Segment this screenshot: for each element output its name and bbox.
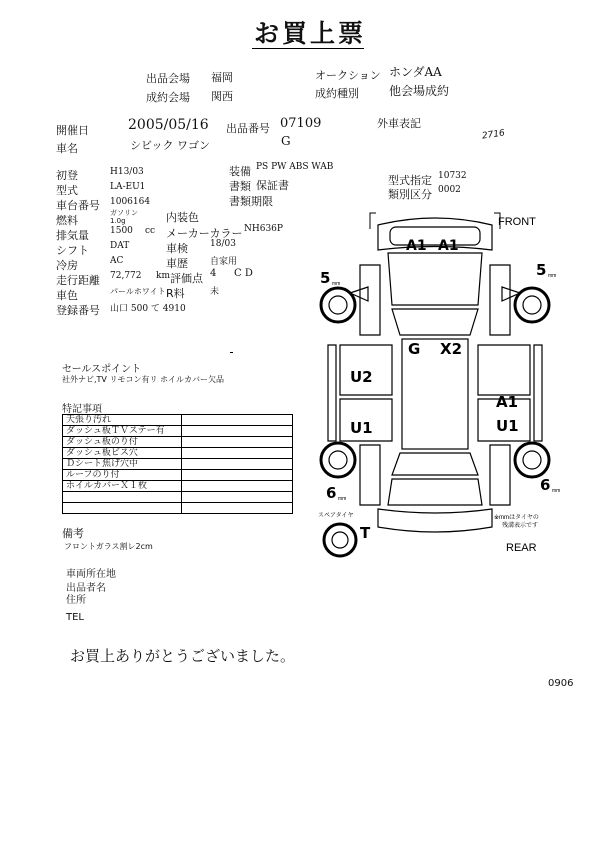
interior-color-label: 内装色 xyxy=(166,211,199,224)
wheel-front-left xyxy=(321,288,355,322)
field-label: シフト xyxy=(56,244,89,257)
right-front-door xyxy=(478,345,530,395)
notes-cell-extra xyxy=(182,459,293,470)
title-underline xyxy=(252,48,364,49)
notes-row xyxy=(63,448,293,459)
rear-glass-shape xyxy=(392,453,478,475)
notes-cell-extra xyxy=(182,492,293,503)
windshield-shape xyxy=(392,309,478,335)
notes-label: 特記事項 xyxy=(62,404,102,415)
wheel-front-right-hub xyxy=(523,296,541,314)
history-label: 車歴 xyxy=(166,257,188,270)
left-front-fender xyxy=(360,265,380,335)
grade-cd-value: C D xyxy=(234,268,253,279)
exhibitor-label: 出品者名 xyxy=(66,583,106,594)
field-value: AC xyxy=(110,256,124,266)
notes-row xyxy=(63,426,293,437)
remarks-label: 備考 xyxy=(62,527,84,540)
rear-label: REAR xyxy=(506,542,537,554)
sales-point-text: 社外ナビ,TV リモコン有リ ホイルカバー欠品 xyxy=(62,375,224,384)
mark-rear-t: T xyxy=(360,524,371,542)
wheel-rear-right-hub xyxy=(523,451,541,469)
class-label: 類別区分 xyxy=(388,188,432,201)
lot-value: 07109 xyxy=(280,116,322,131)
notes-cell-item: 天張り汚れ xyxy=(63,415,182,426)
mark-right-a1: A1 xyxy=(496,393,519,411)
notes-cell-item xyxy=(63,492,182,503)
date-label: 開催日 xyxy=(56,124,89,137)
docs-value: 保証書 xyxy=(256,179,289,192)
field-unit: km xyxy=(156,271,170,281)
right-front-fender xyxy=(490,265,510,335)
auction-label: オークション xyxy=(315,69,381,82)
docs-expiry-label: 書類期限 xyxy=(229,195,273,208)
sales-point-dash xyxy=(230,352,233,353)
docs-label: 書類 xyxy=(229,180,251,193)
r-value: 未 xyxy=(210,287,220,297)
notes-cell-item: ダッシュ板ビス穴 xyxy=(63,448,182,459)
notes-cell-item: Ｄシート焦げ穴中 xyxy=(63,459,182,470)
spare-wheel xyxy=(324,524,356,556)
field-value: DAT xyxy=(110,241,130,251)
field-value: ガソリン xyxy=(110,209,138,217)
venue-label: 出品会場 xyxy=(146,72,190,85)
field-value: 山口 500 て 4910 xyxy=(110,304,186,314)
auction-value: ホンダAA xyxy=(389,65,442,79)
field-label: 車色 xyxy=(56,289,78,302)
wheel-front-left-hub xyxy=(329,296,347,314)
tread-note-line2: 残溝表示です xyxy=(502,523,539,529)
tel-label: TEL xyxy=(66,612,84,623)
right-rear-fender xyxy=(490,445,510,505)
tread-front-left: 5 xyxy=(320,269,331,287)
field-value: 72,772 xyxy=(110,271,142,281)
mark-roof-g: G xyxy=(408,340,421,358)
equip-label: 装備 xyxy=(229,165,251,178)
fuel-handnote: 1.0g xyxy=(110,217,126,225)
date-value: 2005/05/16 xyxy=(128,117,209,133)
mark-right-u1: U1 xyxy=(496,417,519,435)
tread-unit-rl: mm xyxy=(338,496,347,502)
field-label: 走行距離 xyxy=(56,274,100,287)
location-label: 車両所在地 xyxy=(66,569,116,580)
notes-cell-item: ダッシュ板のり付 xyxy=(63,437,182,448)
history-value: 自家用 xyxy=(210,257,238,267)
left-sill xyxy=(328,345,336,441)
rear-bumper-shape xyxy=(378,509,492,532)
contract-type-label: 成約種別 xyxy=(315,87,359,100)
field-value: H13/03 xyxy=(110,167,144,177)
contract-type-value: 他会場成約 xyxy=(389,84,450,98)
field-value: 1006164 xyxy=(110,197,151,207)
page-code: 0906 xyxy=(548,678,574,689)
front-grille-shape xyxy=(390,227,480,245)
venue-value: 福岡 xyxy=(211,71,233,84)
address-label: 住所 xyxy=(66,595,86,606)
field-value: パールホワイト xyxy=(110,287,166,296)
lot-label: 出品番号 xyxy=(226,122,270,135)
exterior-label: 外車表記 xyxy=(377,117,421,130)
car-name-value: シビック ワゴン xyxy=(130,139,211,152)
equip-value: PS PW ABS WAB xyxy=(256,162,334,172)
wheel-rear-right xyxy=(515,443,549,477)
notes-cell-extra xyxy=(182,448,293,459)
grade-value: G xyxy=(281,134,291,148)
field-label: 排気量 xyxy=(56,229,89,242)
wheel-rear-left xyxy=(321,443,355,477)
notes-cell-item xyxy=(63,503,182,514)
mark-front-a1-right: A1 xyxy=(438,238,459,254)
notes-cell-item: ダッシュ板ＴＶステー有 xyxy=(63,426,182,437)
car-name-label: 車名 xyxy=(56,142,78,155)
car-condition-diagram xyxy=(310,205,560,565)
front-bracket-left xyxy=(370,213,376,229)
notes-cell-item: ホイルカバーＸ１枚 xyxy=(63,481,182,492)
contract-venue-label: 成約会場 xyxy=(146,91,190,104)
tread-unit-fl: mm xyxy=(332,281,341,287)
tread-note-line1: ※mmはタイヤの xyxy=(494,515,539,521)
tread-front-right: 5 xyxy=(536,261,547,279)
notes-row xyxy=(63,492,293,503)
field-label: 型式 xyxy=(56,184,78,197)
spare-wheel-hub xyxy=(332,532,348,548)
notes-cell-extra xyxy=(182,503,293,514)
handwritten-number: 2716 xyxy=(481,128,506,142)
field-unit: cc xyxy=(145,226,156,236)
designation-label: 型式指定 xyxy=(388,174,432,187)
right-sill xyxy=(534,345,542,441)
wheel-front-right xyxy=(515,288,549,322)
notes-row xyxy=(63,481,293,492)
field-value: 1500 xyxy=(110,226,133,236)
field-label: 冷房 xyxy=(56,259,78,272)
designation-value: 10732 xyxy=(438,171,467,181)
mark-left-u2: U2 xyxy=(350,368,373,386)
mark-front-a1-left: A1 xyxy=(406,238,427,254)
thanks-message: お買上ありがとうございました。 xyxy=(70,647,296,665)
grade-score-value: 4 xyxy=(210,268,217,279)
wheel-rear-left-hub xyxy=(329,451,347,469)
notes-row xyxy=(63,470,293,481)
sales-point-label: セールスポイント xyxy=(62,364,142,375)
mark-left-u1: U1 xyxy=(350,419,373,437)
inspection-value: 18/03 xyxy=(210,239,236,249)
field-label: 車台番号 xyxy=(56,199,100,212)
left-rear-fender xyxy=(360,445,380,505)
notes-row xyxy=(63,437,293,448)
hood-shape xyxy=(388,253,482,305)
mark-roof-x2: X2 xyxy=(440,340,463,358)
notes-table xyxy=(62,414,293,514)
notes-cell-extra xyxy=(182,481,293,492)
tread-rear-left: 6 xyxy=(326,484,337,502)
r-label: R料 xyxy=(166,287,185,300)
notes-cell-extra xyxy=(182,437,293,448)
notes-row xyxy=(63,415,293,426)
maker-color-label: メーカーカラー xyxy=(166,227,243,240)
notes-cell-extra xyxy=(182,426,293,437)
notes-row xyxy=(63,459,293,470)
notes-cell-item: ルーフのり付 xyxy=(63,470,182,481)
notes-cell-extra xyxy=(182,470,293,481)
field-label: 初登 xyxy=(56,169,78,182)
tread-rear-right: 6 xyxy=(540,476,551,494)
front-label: FRONT xyxy=(498,216,536,228)
notes-row xyxy=(63,503,293,514)
tread-unit-rr: mm xyxy=(552,488,560,494)
maker-color-value: NH636P xyxy=(244,224,283,234)
class-value: 0002 xyxy=(438,185,461,195)
spare-tire-label: スペアタイヤ xyxy=(318,513,354,519)
grade-score-label: 評価点 xyxy=(170,272,203,285)
remarks-text: フロントガラス割レ2cm xyxy=(64,542,153,551)
inspection-label: 車検 xyxy=(166,242,188,255)
tread-unit-fr: mm xyxy=(548,273,557,279)
field-label: 燃料 xyxy=(56,214,78,227)
field-label: 登録番号 xyxy=(56,304,100,317)
trunk-shape xyxy=(388,479,482,505)
notes-cell-extra xyxy=(182,415,293,426)
contract-venue-value: 関西 xyxy=(211,90,233,103)
page-title: お買上票 xyxy=(254,19,367,48)
field-value: LA-EU1 xyxy=(110,182,146,192)
